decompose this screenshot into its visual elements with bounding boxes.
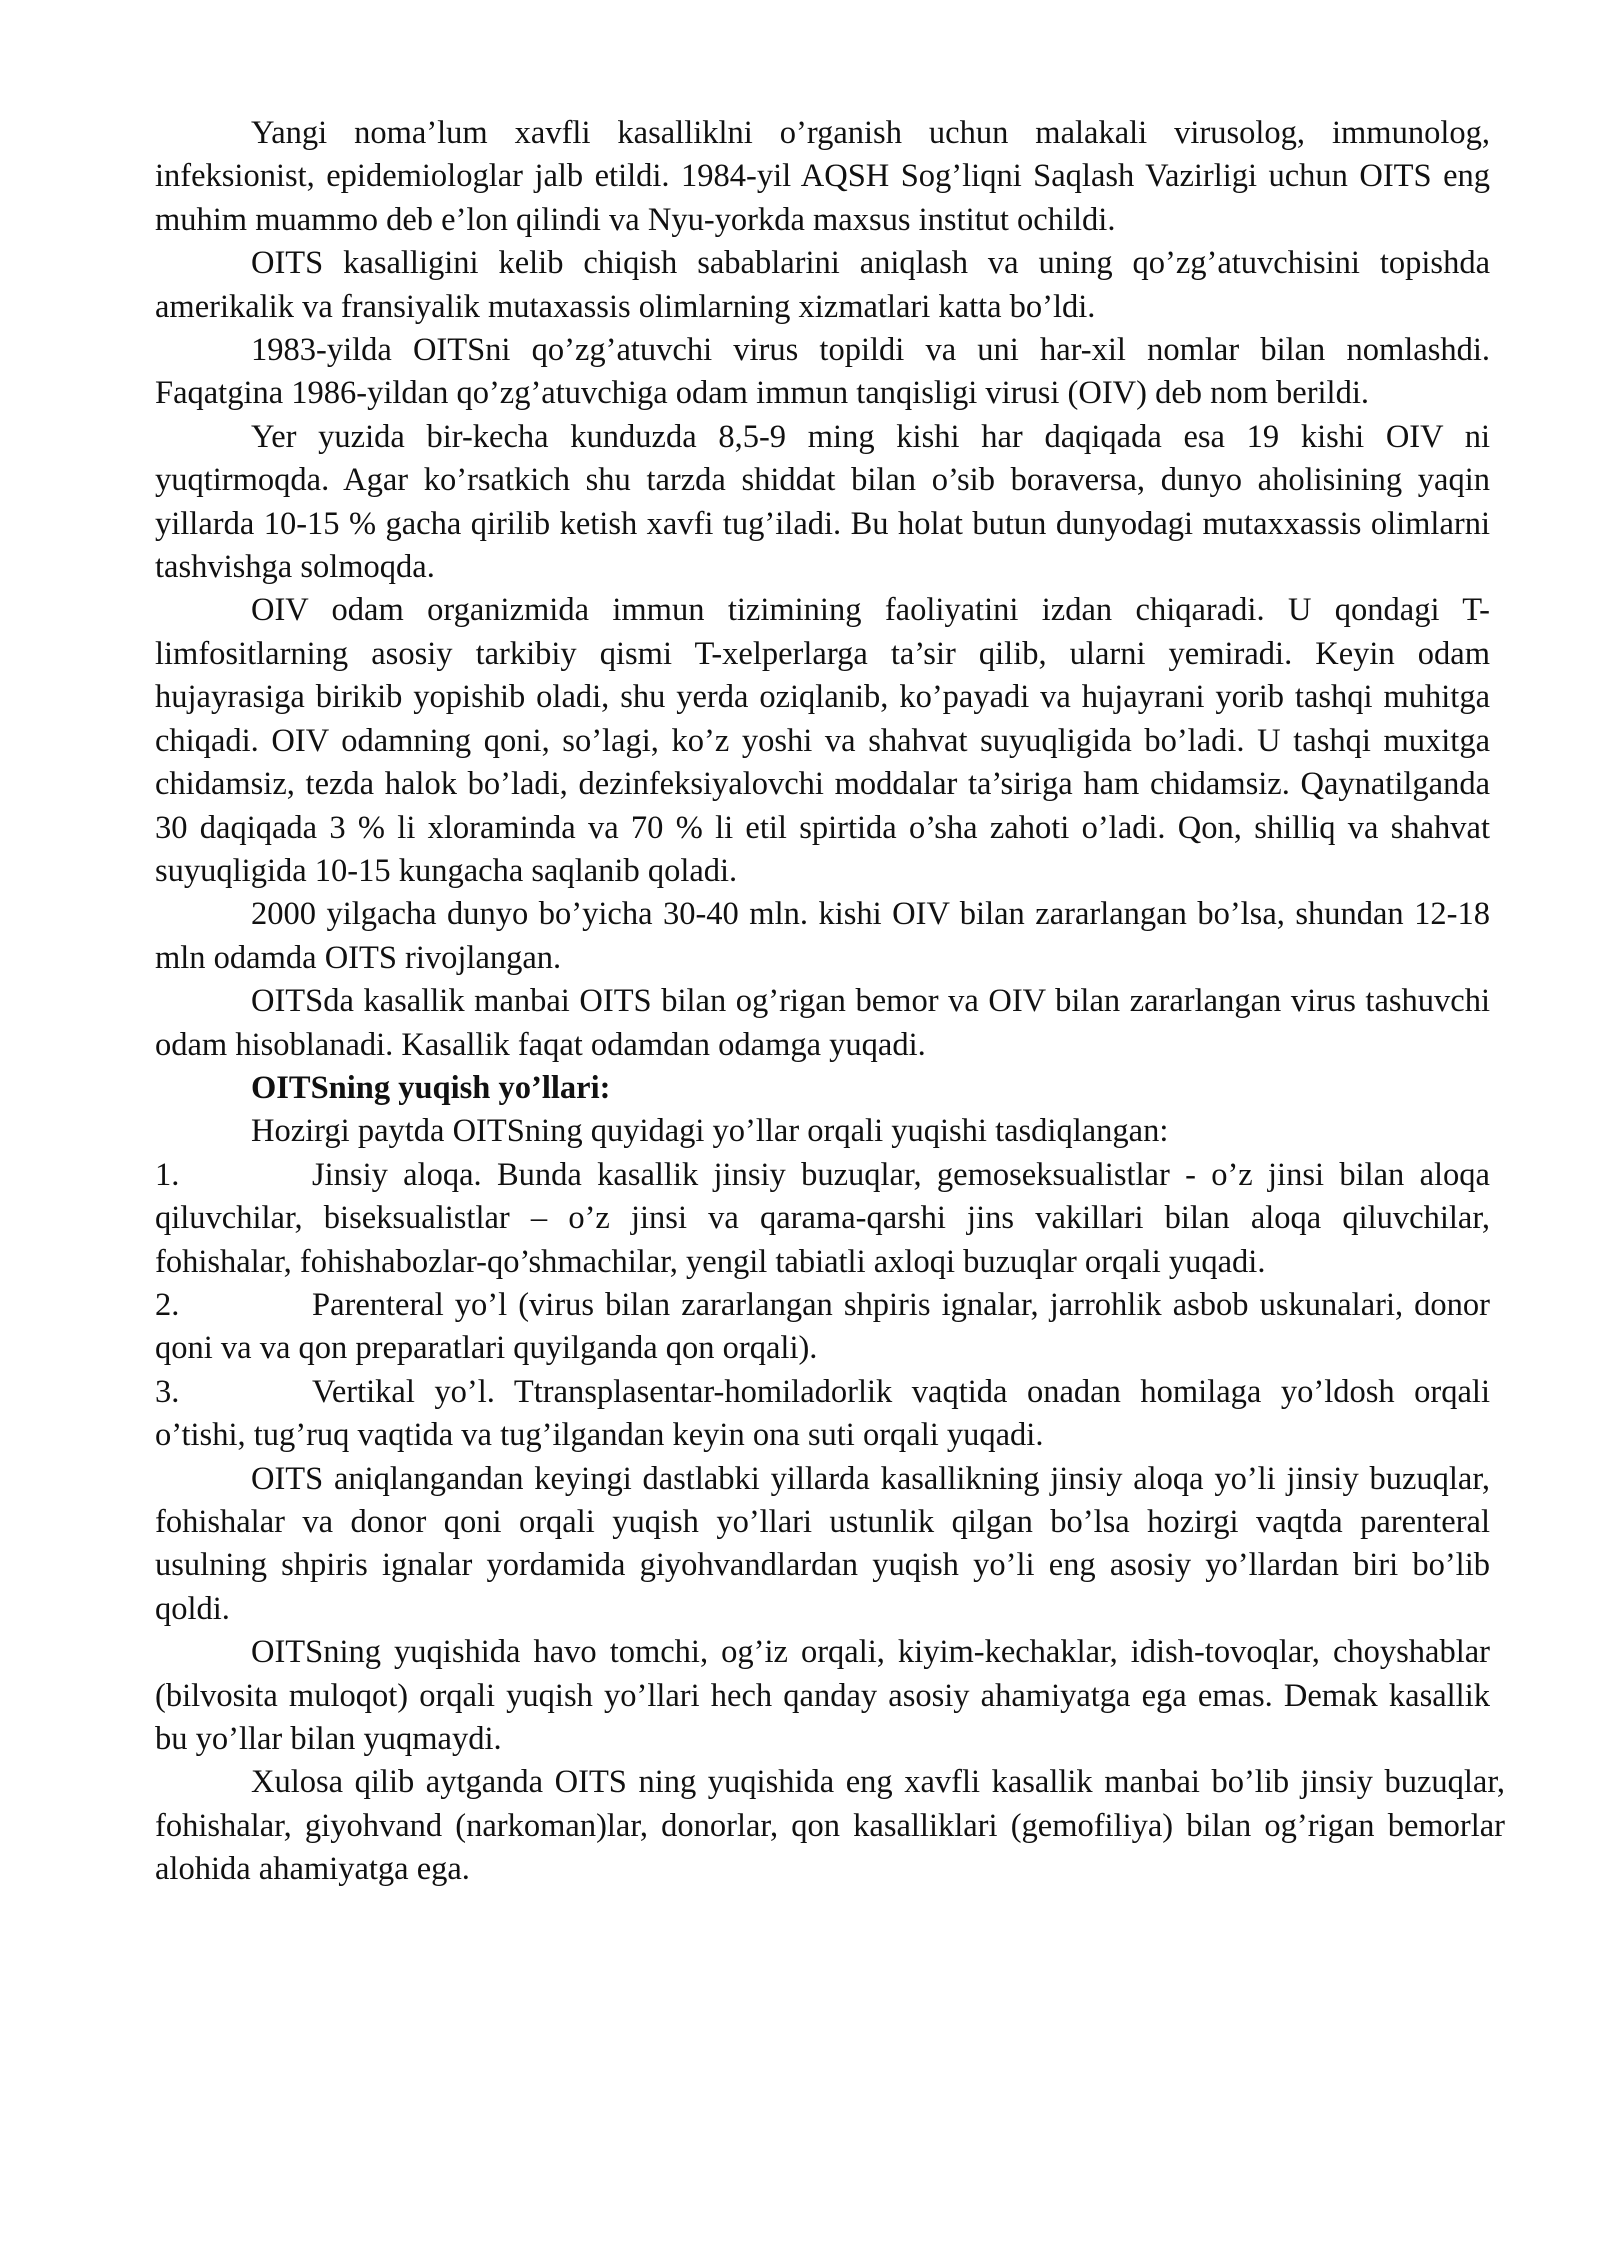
- list-item: [155, 1154, 1490, 1284]
- paragraph-global-spread: 2000 yilgacha dunyo bo’yicha 30-40 mln. kishi OIV bilan zararlangan bo’lsa, shundan 12-18 mln odamda OITS rivojlangan.: [155, 896, 1490, 976]
- paragraph-virus-discovery: 1983-yilda OITSni qo’zg’atuvchi virus topildi va uni har-xil nomlar bilan nomlashdi. Faqatgina 1986-yildan qo’zg’atuvchiga odam immun tanqisligi virusi (OIV) deb nom berildi.: [155, 332, 1490, 412]
- paragraph-non-transmission: OITSning yuqishida havo tomchi, og’iz orqali, kiyim-kechaklar, idish-tovoqlar, choyshablar (bilvosita muloqot) orqali yuqish yo’llari hech qanday asosiy ahamiyatga ega emas. Demak kasallik bu yo’llar bilan yuqmaydi.: [155, 1634, 1490, 1758]
- paragraph-early-years: OITS aniqlangandan keyingi dastlabki yillarda kasallikning jinsiy aloqa yo’li jinsiy buzuqlar, fohishalar va donor qoni orqali yuqish yo’llari ustunlik qilgan bo’lsa hozirgi vaqtda parenteral usulning shpiris ignalar yordamida giyohvandlardan yuqish yo’li eng asosiy yo’llardan biri bo’lib qoldi.: [155, 1460, 1490, 1627]
- paragraph-immune-effect: OIV odam organizmida immun tizimining faoliyatini izdan chiqaradi. U qondagi T-limfositlarning asosiy tarkibiy qismi T-xelperlarga ta’sir qilib, ularni yemiradi. Keyin odam hujayrasiga birikib yopishib oladi, shu yerda oziqlanib, ko’payadi va hujayrani yorib tashqi muhitga chiqadi. OIV odamning qoni, so’lagi, ko’z yoshi va shahvat suyuqligida bo’ladi. U tashqi muxitga chidamsiz, tezda halok bo’ladi, dezinfeksiyalovchi moddalar ta’siriga ham chidamsiz. Qaynatilganda 30 daqiqada 3 % li xloraminda va 70 % li etil spirtida o’sha zahoti o’ladi. Qon, shilliq va shahvat suyuqligida 10-15 kungacha saqlanib qoladi.: [155, 592, 1490, 889]
- list-item-number: 1.: [155, 1156, 180, 1193]
- paragraph-conclusion: Xulosa qilib aytganda OITS ning yuqishida eng xavfli kasallik manbai bo’lib jinsiy buzuqlar, fohishalar, giyohvand (narkoman)lar, donorlar, qon kasalliklari (gemofiliya) bilan og’rigan bemorlar alohida ahamiyatga ega.: [155, 1764, 1505, 1888]
- paragraph-research: Yangi noma’lum xavfli kasalliklni o’rganish uchun malakali virusolog, immunolog, infeksionist, epidemiologlar jalb etildi. 1984-yil AQSH Sog’liqni Saqlash Vazirligi uchun OITS eng muhim muammo deb e’lon qilindi va Nyu-yorkda maxsus institut ochildi.: [155, 115, 1490, 238]
- list-item: [155, 1284, 1490, 1371]
- section-heading: OITSning yuqish yo’llari:: [251, 1069, 611, 1106]
- list-item-text: Parenteral yo’l (virus bilan zararlangan shpiris ignalar, jarrohlik asbob uskunalari, donor qoni va va qon preparatlari quyilganda qon orqali).: [155, 1286, 1490, 1367]
- paragraph-transmission-intro: Hozirgi paytda OITSning quyidagi yo’llar orqali yuqishi tasdiqlangan:: [251, 1113, 1169, 1150]
- list-item-text: Vertikal yo’l. Ttransplasentar-homiladorlik vaqtida onadan homilaga yo’ldosh orqali o’tishi, tug’ruq vaqtida va tug’ilgandan keyin ona suti orqali yuqadi.: [155, 1373, 1490, 1454]
- list-item-number: 3.: [155, 1373, 180, 1410]
- list-item: [155, 1371, 1490, 1458]
- list-item-number: 2.: [155, 1286, 180, 1323]
- list-item-text: Jinsiy aloqa. Bunda kasallik jinsiy buzuqlar, gemoseksualistlar - o’z jinsi bilan aloqa qiluvchilar, biseksualistlar – o’z jinsi va qarama-qarshi jins vakillari bilan aloqa qiluvchilar, fohishalar, fohishabozlar-qo’shmachilar, yengil tabiatli axloqi buzuqlar orqali yuqadi.: [155, 1156, 1490, 1280]
- paragraph-origin: OITS kasalligini kelib chiqish sabablarini aniqlash va uning qo’zg’atuvchisini topishda amerikalik va fransiyalik mutaxassis olimlarning xizmatlari katta bo’ldi.: [155, 245, 1490, 325]
- paragraph-source: OITSda kasallik manbai OITS bilan og’rigan bemor va OIV bilan zararlangan virus tashuvchi odam hisoblanadi. Kasallik faqat odamdan odamga yuqadi.: [155, 983, 1490, 1063]
- paragraph-statistics: Yer yuzida bir-kecha kunduzda 8,5-9 ming kishi har daqiqada esa 19 kishi OIV ni yuqtirmoqda. Agar ko’rsatkich shu tarzda shiddat bilan o’sib boraversa, dunyo aholisining yaqin yillarda 10-15 % gacha qirilib ketish xavfi tug’iladi. Bu holat butun dunyodagi mutaxxassis olimlarni tashvishga solmoqda.: [155, 418, 1490, 586]
